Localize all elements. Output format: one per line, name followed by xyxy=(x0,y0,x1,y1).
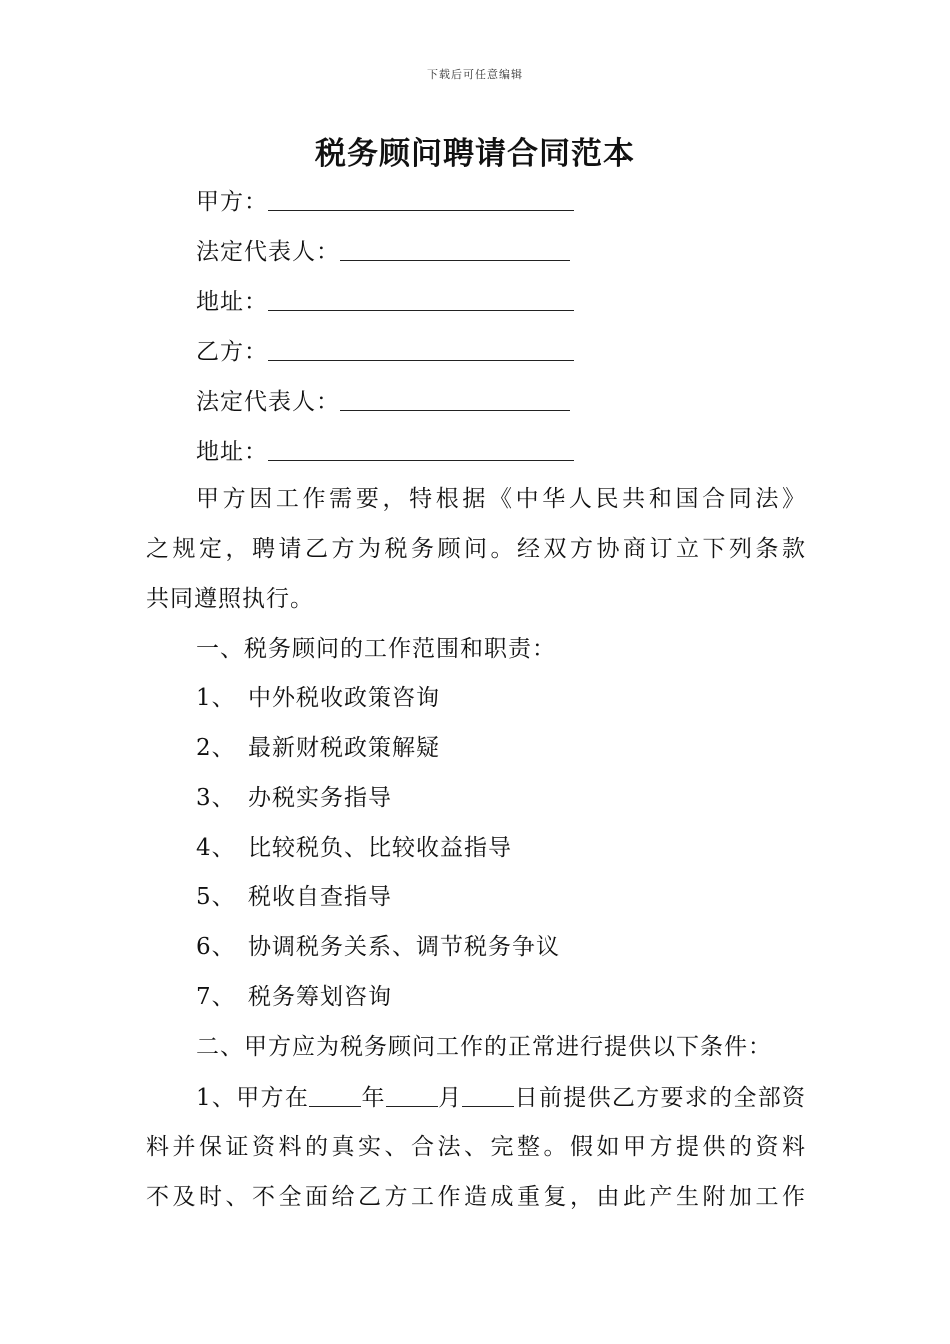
section-1-heading: 一、税务顾问的工作范围和职责： xyxy=(196,636,556,662)
party-a-address-blank[interactable] xyxy=(268,288,574,311)
party-a-line xyxy=(196,186,574,217)
party-a-rep-line xyxy=(196,236,570,267)
preamble-line-1: 甲方因工作需要，特根据《中华人民共和国合同法》 xyxy=(196,486,806,512)
party-b-rep-blank[interactable] xyxy=(340,388,570,411)
party-b-address-label: 地址： xyxy=(196,439,268,465)
party-a-rep-label: 法定代表人： xyxy=(196,239,340,265)
clause-1-line-1: 1、甲方在 年 月 日前提供乙方要求的全部资 xyxy=(196,1085,807,1111)
list-item: 1、 中外税收政策咨询 xyxy=(196,685,440,711)
list-item: 4、 比较税负、比较收益指导 xyxy=(196,835,512,861)
list-item: 6、 协调税务关系、调节税务争议 xyxy=(196,934,560,960)
party-b-address-line xyxy=(196,436,574,467)
list-item: 5、 税收自查指导 xyxy=(196,884,392,910)
party-a-label: 甲方： xyxy=(196,189,268,215)
party-b-rep-label: 法定代表人： xyxy=(196,389,340,415)
month-blank[interactable] xyxy=(386,1084,438,1107)
document-title: 税务顾问聘请合同范本 xyxy=(315,136,635,172)
preamble-line-2: 之规定，聘请乙方为税务顾问。经双方协商订立下列条款 xyxy=(146,536,806,562)
list-item: 3、 办税实务指导 xyxy=(196,785,392,811)
party-b-blank[interactable] xyxy=(268,338,574,361)
party-b-address-blank[interactable] xyxy=(268,438,574,461)
clause-1-line-3: 不及时、不全面给乙方工作造成重复，由此产生附加工作 xyxy=(146,1184,806,1210)
party-b-label: 乙方： xyxy=(196,339,268,365)
list-item: 7、 税务筹划咨询 xyxy=(196,984,392,1010)
year-blank[interactable] xyxy=(309,1084,361,1107)
preamble-line-3: 共同遵照执行。 xyxy=(146,586,314,612)
party-a-blank[interactable] xyxy=(268,188,574,211)
list-item: 2、 最新财税政策解疑 xyxy=(196,735,440,761)
party-b-rep-line xyxy=(196,386,570,417)
header-note: 下载后可任意编辑 xyxy=(427,68,523,81)
party-a-address-line xyxy=(196,286,574,317)
party-a-rep-blank[interactable] xyxy=(340,238,570,261)
section-2-heading: 二、甲方应为税务顾问工作的正常进行提供以下条件： xyxy=(196,1034,772,1060)
party-a-address-label: 地址： xyxy=(196,289,268,315)
day-blank[interactable] xyxy=(462,1084,514,1107)
clause-1-line-2: 料并保证资料的真实、合法、完整。假如甲方提供的资料 xyxy=(146,1134,806,1160)
party-b-line xyxy=(196,336,574,367)
